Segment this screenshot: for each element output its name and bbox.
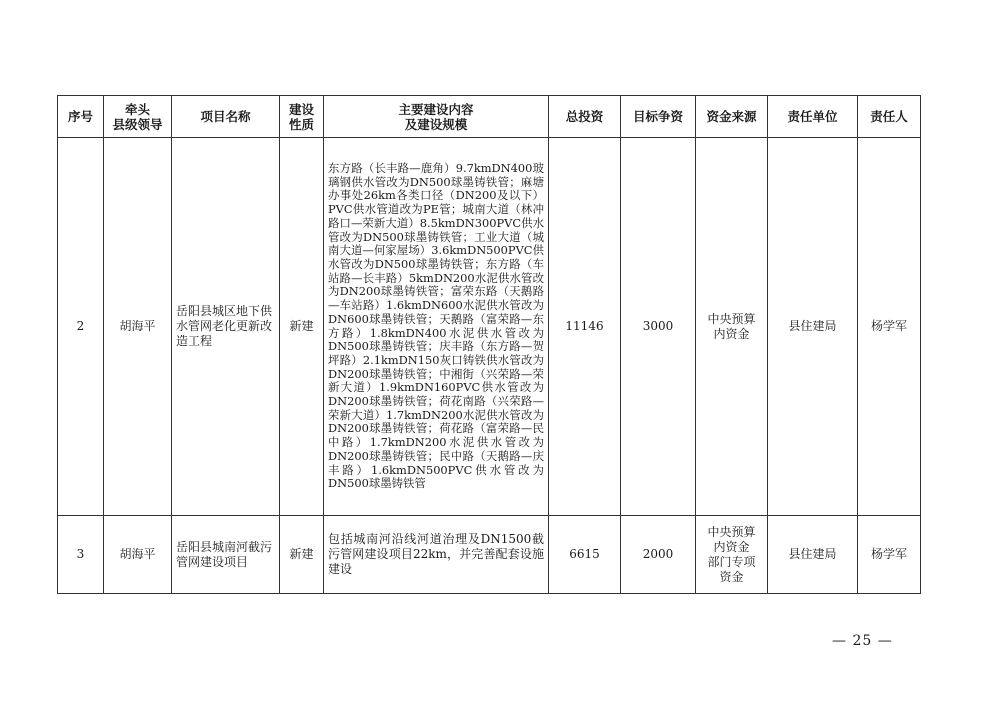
header-unit: 责任单位 bbox=[768, 96, 858, 138]
cell-target: 2000 bbox=[621, 516, 696, 594]
cell-lead: 胡海平 bbox=[104, 516, 172, 594]
table-row bbox=[58, 516, 921, 594]
header-content: 主要建设内容 及建设规模 bbox=[324, 96, 549, 138]
header-type: 建设 性质 bbox=[280, 96, 324, 138]
cell-type: 新建 bbox=[280, 138, 324, 516]
cell-unit: 县住建局 bbox=[768, 138, 858, 516]
cell-fund: 中央预算 内资金 bbox=[696, 138, 768, 516]
cell-type: 新建 bbox=[280, 516, 324, 594]
cell-unit: 县住建局 bbox=[768, 516, 858, 594]
header-lead: 牵头 县级领导 bbox=[104, 96, 172, 138]
header-seq: 序号 bbox=[58, 96, 104, 138]
cell-target: 3000 bbox=[621, 138, 696, 516]
cell-total: 11146 bbox=[549, 138, 621, 516]
cell-lead: 胡海平 bbox=[104, 138, 172, 516]
table-header-row bbox=[58, 96, 921, 138]
cell-total: 6615 bbox=[549, 516, 621, 594]
cell-fund: 中央预算 内资金 部门专项 资金 bbox=[696, 516, 768, 594]
cell-person: 杨学军 bbox=[858, 138, 921, 516]
cell-seq: 3 bbox=[58, 516, 104, 594]
header-name: 项目名称 bbox=[172, 96, 280, 138]
table-row bbox=[58, 138, 921, 516]
cell-name: 岳阳县城区地下供水管网老化更新改造工程 bbox=[172, 138, 280, 516]
cell-seq: 2 bbox=[58, 138, 104, 516]
page-number: — 25 — bbox=[832, 633, 893, 649]
project-table bbox=[57, 95, 921, 594]
cell-content: 东方路（长丰路—鹿角）9.7kmDN400玻璃钢供水管改为DN500球墨铸铁管；麻塘办事处26km各类口径（DN200及以下）PVC供水管道改为PE管；城南大道（林冲路口—荣新大道）8.5kmDN300PVC供水管改为DN500球墨铸铁管；工业大道（城南大道—何家屋场）3.6kmDN500PVC供水管改为DN500球墨铸铁管；东方路（车站路—长丰路）5kmDN200水泥供水管改为DN200球墨铸铁管；富荣东路（天鹅路—车站路）1.6kmDN600水泥供水管改为DN600球墨铸铁管；天鹅路（富荣路—东方路）1.8kmDN400水泥供水管改为DN500球墨铸铁管；庆丰路（东方路—贺坪路）2.1kmDN150灰口铸铁供水管改为DN200球墨铸铁管；中湘街（兴荣路—荣新大道）1.9kmDN160PVC供水管改为DN200球墨铸铁管；荷花南路（兴荣路—荣新大道）1.7kmDN200水泥供水管改为DN200球墨铸铁管；荷花路（富荣路—民中路）1.7kmDN200水泥供水管改为DN200球墨铸铁管；民中路（天鹅路—庆丰路）1.6kmDN500PVC供水管改为DN500球墨铸铁管 bbox=[324, 138, 549, 516]
header-target: 目标争资 bbox=[621, 96, 696, 138]
header-total: 总投资 bbox=[549, 96, 621, 138]
header-fund: 资金来源 bbox=[696, 96, 768, 138]
cell-name: 岳阳县城南河截污管网建设项目 bbox=[172, 516, 280, 594]
cell-content: 包括城南河沿线河道治理及DN1500截污管网建设项目22km，并完善配套设施建设 bbox=[324, 516, 549, 594]
cell-person: 杨学军 bbox=[858, 516, 921, 594]
header-person: 责任人 bbox=[858, 96, 921, 138]
